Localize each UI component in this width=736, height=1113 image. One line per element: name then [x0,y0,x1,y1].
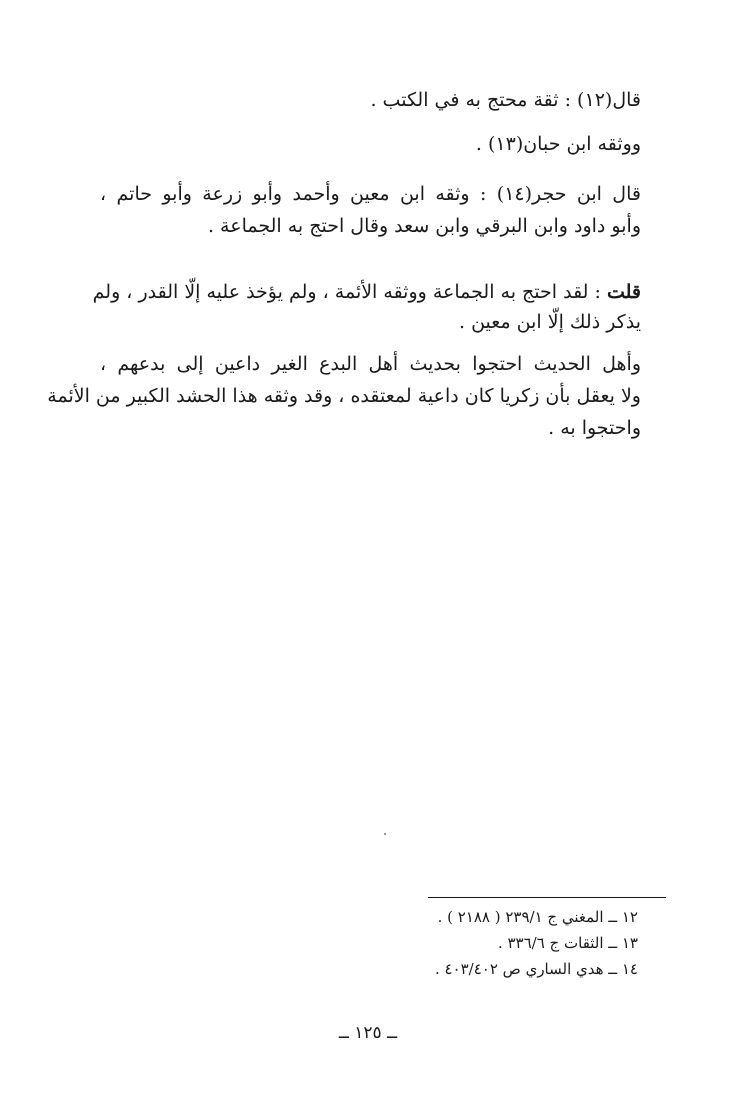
qultu-label: قلت [606,281,641,303]
footnote-13: ١٣ ــ الثقات ج ٣٣٦/٦ . [497,934,638,952]
footnote-divider [428,897,666,898]
text-line-5 [92,280,641,304]
page-number: ــ ١٢٥ ــ [338,1023,398,1043]
text-line-5-rest: : لقد احتج به الجماعة ووثقه الأئمة ، ولم يؤخذ عليه إلّا القدر ، ولم [92,281,607,303]
print-speck [384,833,386,835]
text-line-7: وأهل الحديث احتجوا بحديث أهل البدع الغير داعين إلى بدعهم ، [100,353,641,375]
text-line-4: وأبو داود وابن البرقي وابن سعد وقال احتج به الجماعة . [207,215,641,237]
footnote-12: ١٢ ــ المغني ج ٢٣٩/١ ( ٢١٨٨ ) . [437,908,638,926]
text-line-1: قال(١٢) : ثقة محتج به في الكتب . [370,89,641,111]
text-line-6: يذكر ذلك إلّا ابن معين . [459,311,641,333]
text-line-2: ووثقه ابن حبان(١٣) . [475,133,641,155]
text-line-9: واحتجوا به . [548,417,641,439]
text-line-3: قال ابن حجر(١٤) : وثقه ابن معين وأحمد وأبو زرعة وأبو حاتم ، [100,183,641,205]
text-line-8: ولا يعقل بأن زكريا كان داعية لمعتقده ، وقد وثقه هذا الحشد الكبير من الأئمة [47,385,641,407]
footnote-14: ١٤ ــ هدي الساري ص ٤٠٣/٤٠٢ . [434,960,638,978]
